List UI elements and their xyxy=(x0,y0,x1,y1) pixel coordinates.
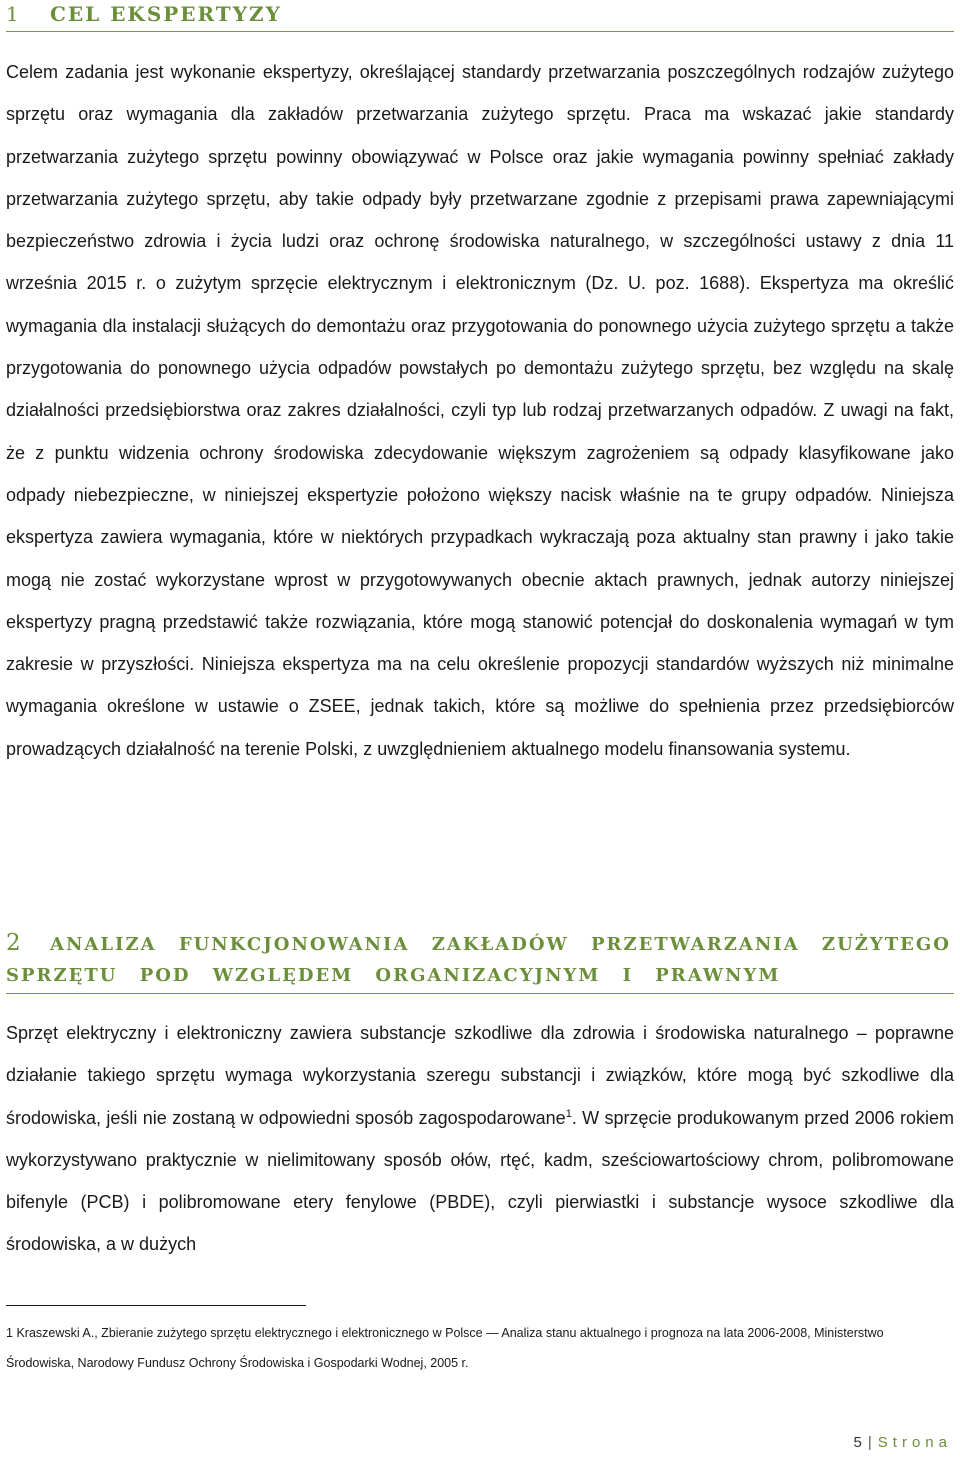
section-2-text-part-1: Sprzęt elektryczny i elektroniczny zawiera substancje szkodliwe dla zdrowia i środowiska naturalnego – poprawne działanie takiego sprzętu wymaga wykorzystania szeregu substancji i związków, które mogą być szkodliwe dla środowiska, jeśli nie zostaną w odpowiedni sposób zagospodarowane xyxy=(6,1023,954,1128)
section-2-text-part-2: . W sprzęcie produkowanym przed 2006 rokiem wykorzystywano praktycznie w nielimitowany sposób ołów, rtęć, kadm, sześciowartościowy chrom, polibromowane bifenyle (PCB) i polibromowane etery fenylowe (PBDE), czyli pierwiastki i substancje wysoce szkodliwe dla środowiska, a w dużych xyxy=(6,1107,955,1255)
section-2-paragraph xyxy=(6,1012,954,1266)
section-2-title: ANALIZA FUNKCJONOWANIA ZAKŁADÓW PRZETWARZANIA ZUŻYTEGO SPRZĘTU POD WZGLĘDEM ORGANIZACYJNYM I PRAWNYM xyxy=(6,934,951,986)
section-1-title: CEL EKSPERTYZY xyxy=(50,2,282,26)
page-number: 5 xyxy=(853,1434,862,1451)
section-2-number: 2 xyxy=(6,930,21,956)
footnote xyxy=(6,1318,954,1378)
page-label: Strona xyxy=(877,1434,952,1451)
footnote-text: Kraszewski A., Zbieranie zużytego sprzętu elektrycznego i elektronicznego w Polsce — Analiza stanu aktualnego i prognoza na lata 2006-2008, Ministerstwo Środowiska, Narodowy Fundusz Ochrony Środowiska i Gospodarki Wodnej, 2005 r. xyxy=(6,1326,884,1370)
footer-separator: | xyxy=(867,1434,872,1451)
footnote-separator xyxy=(6,1305,306,1306)
section-1-paragraph: Celem zadania jest wykonanie ekspertyzy, określającej standardy przetwarzania poszczególnych rodzajów zużytego sprzętu oraz wymagania dla zakładów przetwarzania zużytego sprzętu. Praca ma wskazać jakie standardy przetwarzania zużytego sprzętu powinny obowiązywać w Polsce oraz jakie wymagania powinny spełniać zakłady przetwarzania zużytego sprzętu, aby takie odpady były przetwarzane zgodnie z przepisami prawa zapewniającymi bezpieczeństwo zdrowia i życia ludzi oraz ochronę środowiska naturalnego, w szczególności ustawy z dnia 11 września 2015 r. o zużytym sprzęcie elektrycznym i elektronicznym (Dz. U. poz. 1688). Ekspertyza ma określić wymagania dla instalacji służących do demontażu oraz przygotowania do ponownego użycia zużytego sprzętu a także przygotowania do ponownego użycia odpadów powstałych po demontażu zużytego sprzętu, bez względu na skalę działalności przedsiębiorstwa oraz zakres działalności, czyli typ lub rodzaj przetwarzanych odpadów. Z uwagi na fakt, że z punktu widzenia ochrony środowiska zdecydowanie większym zagrożeniem są odpady klasyfikowane jako odpady niebezpieczne, w niniejszej ekspertyzie położono większy nacisk właśnie na te grupy odpadów. Niniejsza ekspertyza zawiera wymagania, które w niektórych przypadkach wykraczają poza aktualny stan prawny i jako takie mogą nie zostać wykorzystane wprost w przygotowywanych obecnie aktach prawnych, jednak autorzy niniejszej ekspertyzy pragną przedstawić także rozwiązania, które mogą stanowić potencjał do doskonalenia wymagań w tym zakresie w przyszłości. Niniejsza ekspertyza ma na celu określenie propozycji standardów wyższych niż minimalne wymagania określone w ustawie o ZSEE, jednak takich, które są możliwe do spełnienia przez przedsiębiorców prowadzących działalność na terenie Polski, z uwzględnieniem aktualnego modelu finansowania systemu. xyxy=(6,62,954,759)
section-2-heading xyxy=(6,928,954,994)
section-1-number: 1 xyxy=(6,2,19,26)
section-1-heading xyxy=(6,0,954,32)
footnote-reference[interactable]: 1 xyxy=(565,1107,572,1120)
footnote-number: 1 xyxy=(6,1326,13,1340)
page-footer xyxy=(854,1434,952,1451)
